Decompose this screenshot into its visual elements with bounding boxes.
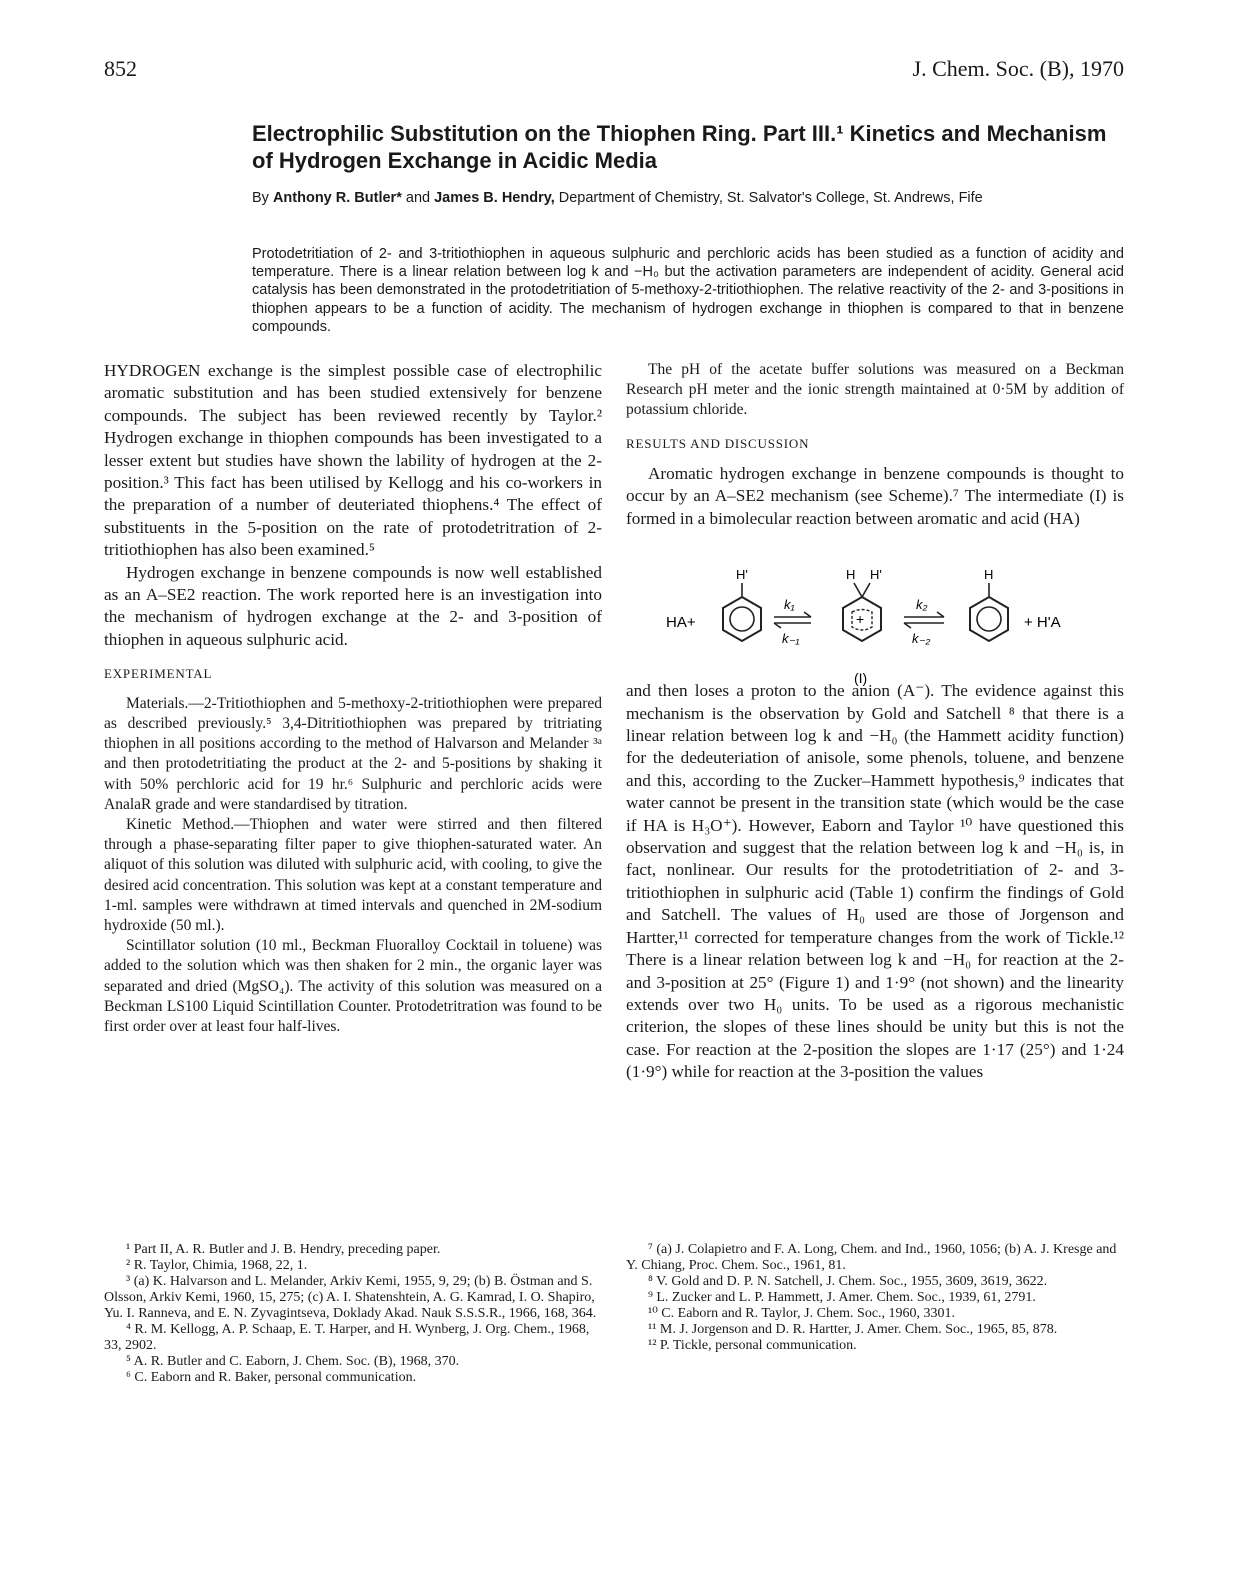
footnote-7: ⁷ (a) J. Colapietro and F. A. Long, Chem. and Ind., 1960, 1056; (b) A. J. Kresge and Y. Chiang, Proc. Chem. Soc., 1961, 81.	[626, 1242, 1117, 1273]
benzene-ring-1	[723, 583, 761, 641]
equilibrium-arrows-1	[774, 612, 811, 628]
results-paragraph-1: Aromatic hydrogen exchange in benzene compounds is thought to occur by an A–SE2 mechanism (see Scheme).⁷ The intermediate (I) is formed in a bimolecular reaction between aromatic and acid (HA)	[626, 464, 1124, 528]
scheme-h: H	[846, 567, 856, 582]
footnote-5: ⁵ A. R. Butler and C. Eaborn, J. Chem. Soc. (B), 1968, 370.	[126, 1354, 460, 1369]
scheme-product-acid: + H'A	[1024, 614, 1061, 631]
abstract: Protodetritiation of 2- and 3-tritiothiophen in aqueous sulphuric and perchloric acids has been studied as a function of acidity and temperature. There is a linear relation between log k and −H₀ but the activation parameters are independent of acidity. General acid catalysis has been demonstrated in the protodetritiation of 5-methoxy-2-tritiothiophen. The relative reactivity of the 2- and 3-positions in thiophen appears to be a function of acidity. The mechanism of hydrogen exchange in thiophen is compared to that in benzene compounds.	[252, 246, 1124, 335]
footnotes-left	[104, 1242, 602, 1386]
equilibrium-arrows-2	[904, 612, 944, 628]
author-2: James B. Hendry,	[434, 190, 555, 206]
scheme-k2: k₂	[916, 597, 928, 612]
journal-header: J. Chem. Soc. (B), 1970	[912, 56, 1124, 81]
results-heading: RESULTS AND DISCUSSION	[626, 435, 810, 451]
footnotes-right	[626, 1242, 1124, 1354]
author-join: and	[405, 190, 431, 206]
footnote-3: ³ (a) K. Halvarson and L. Melander, Arkiv Kemi, 1955, 9, 29; (b) B. Östman and S. Olsson, Arkiv Kemi, 1960, 15, 275; (c) A. I. Shatenshtein, A. G. Kamrad, I. O. Shapiro, Yu. I. Ranneva, and E. N. Zyvagintseva, Doklady Akad. Nauk S.S.S.R., 1966, 168, 364.	[104, 1274, 597, 1321]
footnote-1: ¹ Part II, A. R. Butler and J. B. Hendry, preceding paper.	[126, 1242, 441, 1257]
scheme-k1: k₁	[784, 597, 795, 612]
page-number: 852	[104, 56, 137, 81]
materials-paragraph: Materials.—2-Tritiothiophen and 5-methoxy-2-tritiothiophen were prepared as described previously.⁵ 3,4-Ditritiothiophen was prepared by tritriating thiophen in all positions according to the method of Halvarson and Melander ³ᵃ and then protodetritiating the product at the 2- and 5-positions by shaking it with 50% perchloric acid for 19 hr.⁶ Sulphuric and perchloric acids were AnalaR grade and were standardised by titration.	[104, 694, 602, 813]
author-line	[252, 189, 1132, 207]
left-column	[104, 360, 602, 1037]
scheme-reactant-acid: HA+	[666, 614, 696, 631]
scheme-h-prime-2: H'	[870, 567, 882, 582]
intro-paragraph-1: HYDROGEN exchange is the simplest possible case of electrophilic aromatic substitution and has been studied extensively for benzene compounds. The subject has been reviewed recently by Taylor.² Hydrogen exchange in thiophen compounds has been investigated to a lesser extent but studies have shown the lability of hydrogen at the 2-position.³ This fact has been utilised by Kellogg and his co-workers in the preparation of a number of deuteriated thiophens.⁴ The effect of substituents in the 5-position on the rate of protodetritration of 2-tritiothiophen has also been examined.⁵	[104, 361, 602, 560]
author-1: Anthony R. Butler*	[272, 190, 402, 206]
experimental-heading: EXPERIMENTAL	[104, 666, 213, 682]
scheme-k-minus-2: k₋₂	[912, 631, 931, 646]
scintillator-paragraph: Scintillator solution (10 ml., Beckman Fluoralloy Cocktail in toluene) was added to the solution which was then shaken for 2 min., the organic layer was separated and dried (MgSO₄). The activity of this solution was measured on a Beckman LS100 Liquid Scintillation Counter. Protodetritration was found to be first order over at least four half-lives.	[104, 937, 602, 1035]
intro-paragraph-2: Hydrogen exchange in benzene compounds is now well established as an A–SE2 reaction. The work reported here is an investigation into the mechanism of hydrogen exchange at the 2- and 3-position of thiophen in aqueous sulphuric acid.	[104, 562, 602, 649]
affiliation: Department of Chemistry, St. Salvator's College, St. Andrews, Fife	[558, 190, 983, 206]
footnote-8: ⁸ V. Gold and D. P. N. Satchell, J. Chem. Soc., 1955, 3609, 3619, 3622.	[648, 1274, 1048, 1289]
footnote-10: ¹⁰ C. Eaborn and R. Taylor, J. Chem. Soc., 1960, 3301.	[648, 1306, 956, 1321]
reaction-scheme	[626, 565, 1124, 705]
footnote-4: ⁴ R. M. Kellogg, A. P. Schaap, E. T. Harper, and H. Wynberg, J. Org. Chem., 1968, 33, 2902.	[104, 1322, 590, 1353]
footnote-12: ¹² P. Tickle, personal communication.	[648, 1338, 857, 1353]
benzene-ring-2	[970, 583, 1008, 641]
scheme-h-2: H	[984, 567, 994, 582]
kinetic-method-paragraph: Kinetic Method.—Thiophen and water were stirred and then filtered through a phase-separating filter paper to give thiophen-saturated water. An aliquot of this solution was diluted with sulphuric acid, with cooling, to give the desired acid concentration. This solution was kept at a constant temperature and 1-ml. samples were withdrawn at timed intervals and quenched in 2M-sodium hydroxide (50 ml.).	[104, 815, 602, 934]
scheme-label: (I)	[854, 670, 868, 686]
scheme-plus-charge: +	[856, 611, 865, 627]
ph-paragraph: The pH of the acetate buffer solutions was measured on a Beckman Research pH meter and the ionic strength maintained at 0·5M by addition of potassium chloride.	[626, 361, 1124, 419]
right-column	[626, 360, 1124, 1084]
results-paragraph-2: and then loses a proton to the anion (A⁻). The evidence against this mechanism is the observation by Gold and Satchell ⁸ that there is a linear relation between log k and −H₀ (the Hammett acidity function) for the dedeuteriation of anisole, some phenols, toluene, and benzene and this, according to the Zucker–Hammett hypothesis,⁹ indicates that water cannot be present in the transition state (which would be the case if HA is H₃O⁺). However, Eaborn and Taylor ¹⁰ have questioned this observation and suggest that the relation between log k and −H₀ is, in fact, nonlinear. Our results for the protodetritiation of 2- and 3-tritiothiophen in sulphuric acid (Table 1) confirm the findings of Gold and Satchell. The values of H₀ used are those of Jorgenson and Hartter,¹¹ corrected for temperature changes from the work of Tickle.¹² There is a linear relation between log k and −H₀ for reaction at the 2- and 3-position at 25° (Figure 1) and 1·9° (not shown) and the linearity extends over two H₀ units. To be used as a rigorous mechanistic criterion, the slopes of these lines should be unity but this is not the case. For reaction at the 2-position the slopes are 1·17 (25°) and 1·24 (1·9°) while for reaction at the 3-position the values	[626, 681, 1124, 1082]
footnote-9: ⁹ L. Zucker and L. P. Hammett, J. Amer. Chem. Soc., 1939, 61, 2791.	[648, 1290, 1036, 1305]
scheme-h-prime-1: H'	[736, 567, 748, 582]
footnote-11: ¹¹ M. J. Jorgenson and D. R. Hartter, J. Amer. Chem. Soc., 1965, 85, 878.	[648, 1322, 1058, 1337]
scheme-k-minus-1: k₋₁	[782, 631, 800, 646]
article-title: Electrophilic Substitution on the Thiophen Ring. Part III.¹ Kinetics and Mechanism of Hydrogen Exchange in Acidic Media	[252, 121, 1107, 173]
footnote-6: ⁶ C. Eaborn and R. Baker, personal communication.	[126, 1370, 417, 1385]
footnote-2: ² R. Taylor, Chimia, 1968, 22, 1.	[126, 1258, 308, 1273]
author-prefix: By	[252, 190, 269, 206]
